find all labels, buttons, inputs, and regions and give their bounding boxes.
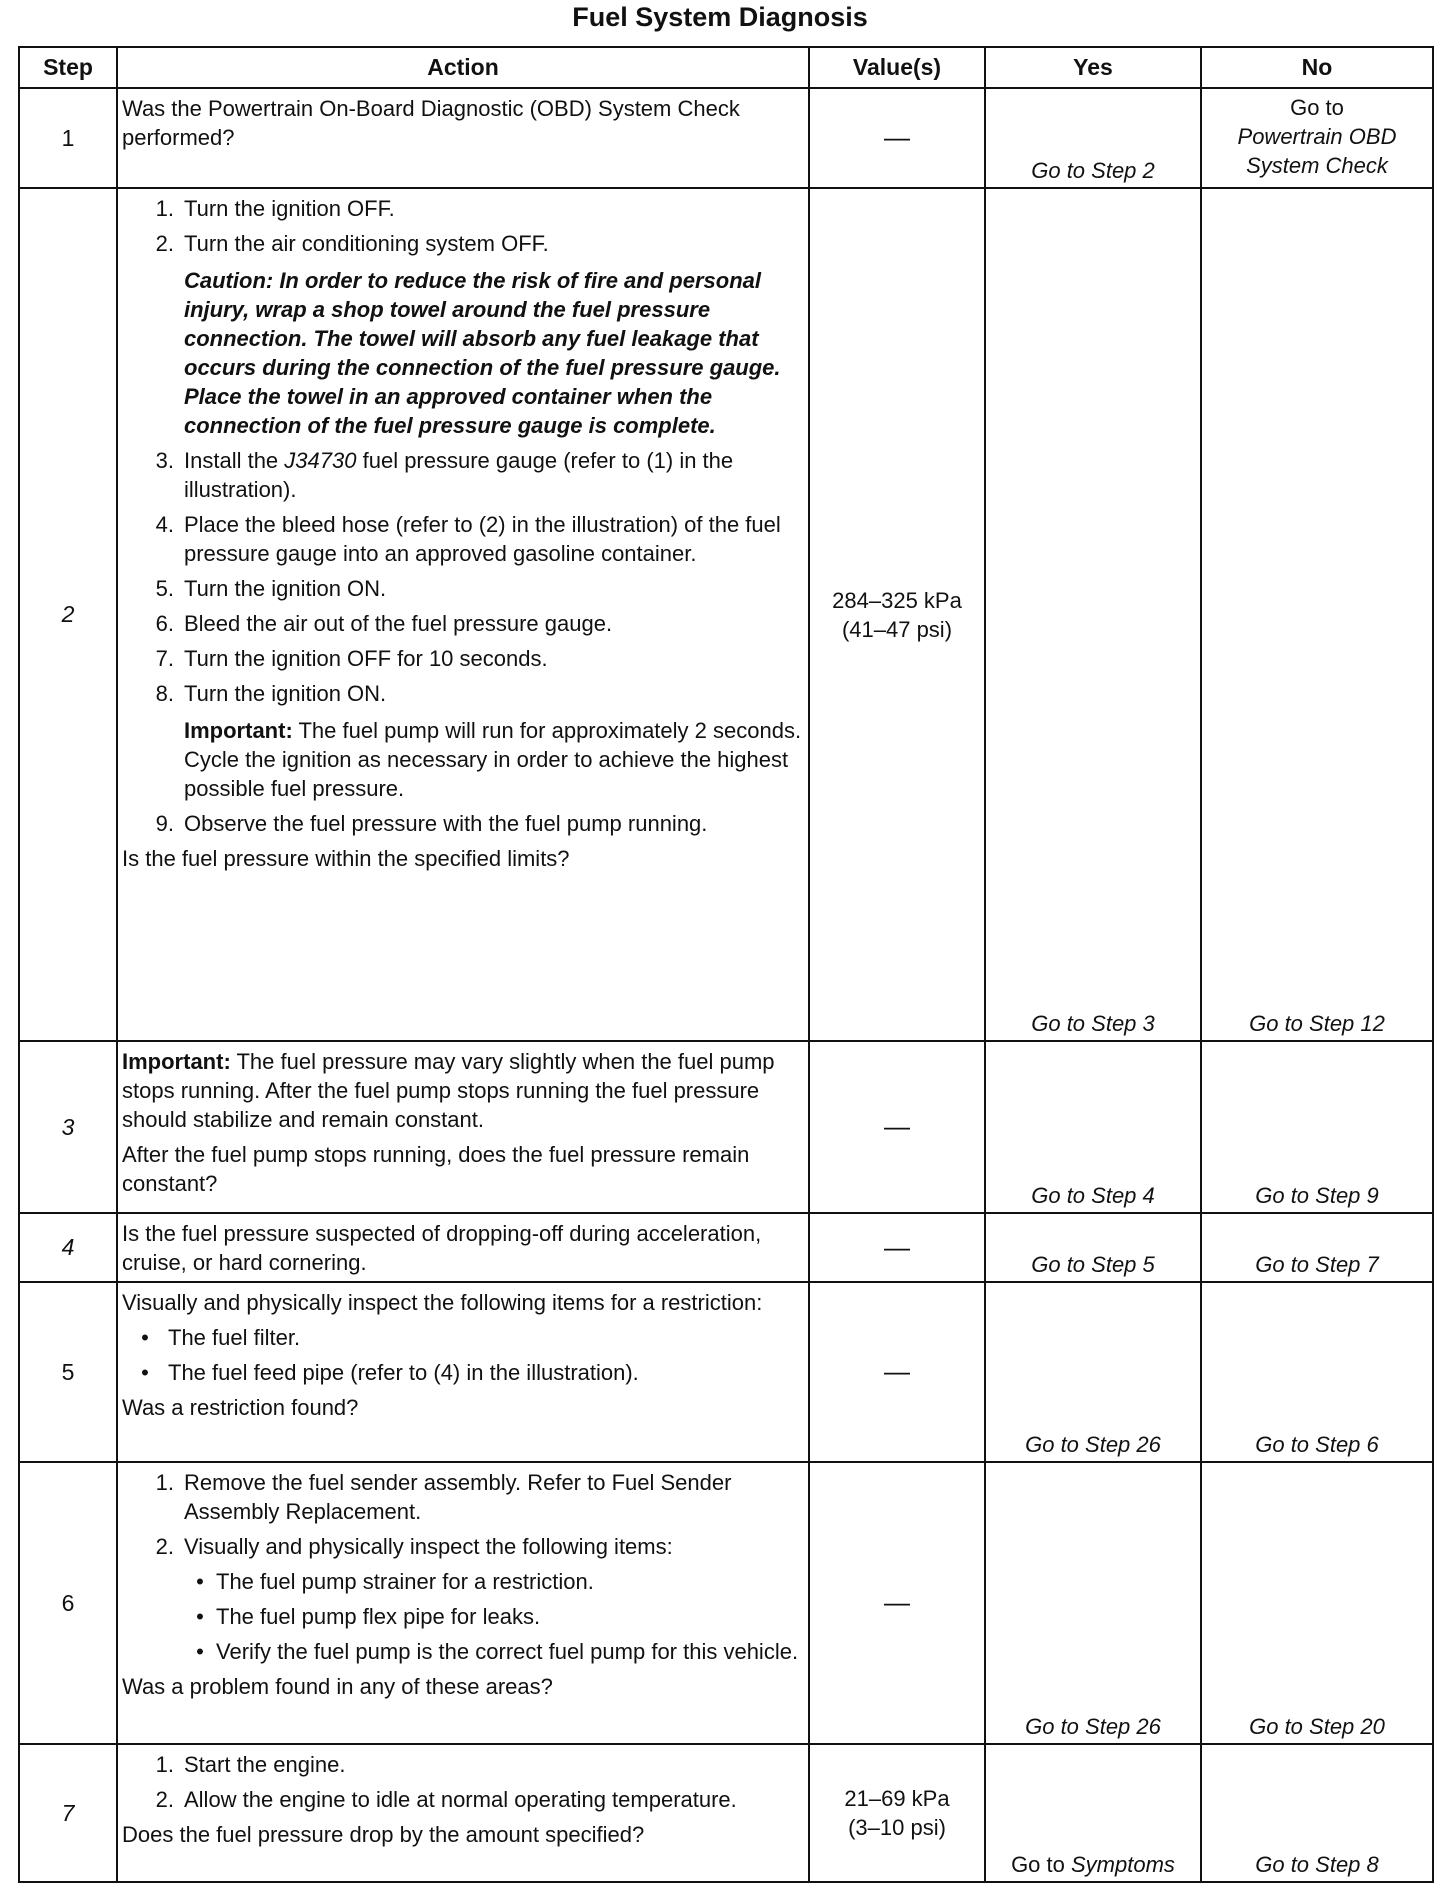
- item-text: Visually and physically inspect the following items:: [184, 1534, 673, 1559]
- action-question: Was the Powertrain On-Board Diagnostic (OBD) System Check performed?: [122, 96, 740, 150]
- value-dash: —: [884, 1231, 910, 1262]
- bullet-item: [122, 1358, 804, 1387]
- action-question: After the fuel pump stops running, does the fuel pressure remain constant?: [122, 1142, 750, 1196]
- tool-reference: J34730: [284, 448, 357, 473]
- bullet-item: [122, 1602, 804, 1631]
- yes-cell: [985, 1744, 1201, 1882]
- no-cell: [1201, 188, 1433, 1041]
- no-target: Go to Step 20: [1249, 1714, 1385, 1739]
- action-cell: [117, 1282, 809, 1462]
- yes-target: Go to Step 4: [1031, 1183, 1155, 1208]
- value-dash: —: [884, 1356, 910, 1386]
- step-number: 2: [19, 188, 117, 1041]
- yes-cell: [985, 1213, 1201, 1282]
- bullet-icon: •: [196, 1569, 204, 1594]
- bullet-icon: •: [141, 1360, 149, 1385]
- bullet-text: The fuel filter.: [168, 1325, 301, 1350]
- item-number: 3.: [155, 448, 174, 473]
- list-item: [122, 609, 804, 638]
- no-cell: [1201, 1213, 1433, 1282]
- important-label: Important:: [122, 1049, 231, 1074]
- no-cell: [1201, 88, 1433, 188]
- item-number: 1.: [155, 1752, 174, 1777]
- value-dash: —: [884, 122, 910, 152]
- important-note: [122, 1047, 804, 1134]
- value-dash: —: [884, 1111, 910, 1141]
- item-text: Remove the fuel sender assembly. Refer to Fuel Sender Assembly Replacement.: [184, 1470, 732, 1524]
- yes-target: Go to Step 26: [1025, 1432, 1161, 1457]
- action-cell: [117, 88, 809, 188]
- step-number: 6: [19, 1462, 117, 1744]
- value-imperial: (3–10 psi): [848, 1815, 946, 1840]
- table-row: [19, 188, 1433, 1041]
- yes-cell: [985, 1282, 1201, 1462]
- action-cell: [117, 188, 809, 1041]
- action-cell: [117, 1041, 809, 1213]
- list-item: [122, 1532, 804, 1561]
- step-number: 4: [19, 1213, 117, 1282]
- item-number: 1.: [155, 196, 174, 221]
- action-question: Does the fuel pressure drop by the amount specified?: [122, 1822, 645, 1847]
- yes-target: Go to Step 2: [1031, 158, 1155, 183]
- item-text: Place the bleed hose (refer to (2) in the illustration) of the fuel pressure gauge into an approved gasoline container.: [184, 512, 781, 566]
- no-cell: [1201, 1282, 1433, 1462]
- important-text: The fuel pump will run for approximately 2 seconds. Cycle the ignition as necessary in order to achieve the highest possible fuel pressure.: [184, 718, 802, 801]
- header-yes: Yes: [985, 47, 1201, 88]
- item-text: Turn the ignition ON.: [184, 681, 387, 706]
- table-row: [19, 88, 1433, 188]
- item-text: Start the engine.: [184, 1752, 346, 1777]
- no-target: Go to Step 9: [1255, 1183, 1379, 1208]
- item-number: 5.: [155, 576, 174, 601]
- header-values: Value(s): [809, 47, 985, 88]
- list-item: [122, 809, 804, 838]
- item-text-part: Install the: [184, 448, 279, 473]
- item-number: 2.: [155, 231, 174, 256]
- value-cell: [809, 88, 985, 188]
- value-cell: [809, 1041, 985, 1213]
- header-no: No: [1201, 47, 1433, 88]
- action-intro: Visually and physically inspect the following items for a restriction:: [122, 1290, 763, 1315]
- list-item: [122, 1785, 804, 1814]
- no-target: Powertrain OBD System Check: [1237, 124, 1397, 178]
- yes-target: Go to Step 5: [1031, 1252, 1155, 1277]
- step-number: 5: [19, 1282, 117, 1462]
- list-item: [122, 510, 804, 568]
- item-number: 2.: [155, 1787, 174, 1812]
- value-cell: [809, 1213, 985, 1282]
- yes-cell: [985, 188, 1201, 1041]
- value-cell: [809, 1744, 985, 1882]
- value-cell: [809, 1462, 985, 1744]
- bullet-icon: •: [196, 1604, 204, 1629]
- value-cell: [809, 1282, 985, 1462]
- action-question: Is the fuel pressure suspected of dropping-off during acceleration, cruise, or hard cornering.: [122, 1221, 762, 1275]
- no-target: Go to Step 7: [1255, 1252, 1379, 1277]
- value-metric: 21–69 kPa: [844, 1786, 950, 1811]
- important-text: The fuel pressure may vary slightly when the fuel pump stops running. After the fuel pump stops running the fuel pressure should stabilize and remain constant.: [122, 1049, 775, 1132]
- no-cell: [1201, 1744, 1433, 1882]
- table-row: [19, 1744, 1433, 1882]
- no-target-prefix: Go to: [1290, 95, 1344, 120]
- bullet-icon: •: [141, 1325, 149, 1350]
- action-question: Was a problem found in any of these areas?: [122, 1674, 553, 1699]
- table-row: [19, 1462, 1433, 1744]
- no-cell: [1201, 1462, 1433, 1744]
- header-action: Action: [117, 47, 809, 88]
- yes-target-prefix: Go to: [1011, 1852, 1065, 1877]
- item-text: Turn the ignition OFF.: [184, 196, 395, 221]
- bullet-item: [122, 1567, 804, 1596]
- item-number: 4.: [155, 512, 174, 537]
- list-item: [122, 1750, 804, 1779]
- action-cell: [117, 1462, 809, 1744]
- value-cell: [809, 188, 985, 1041]
- list-item: [122, 229, 804, 258]
- bullet-text: The fuel pump strainer for a restriction.: [216, 1569, 594, 1594]
- item-text: Allow the engine to idle at normal operating temperature.: [184, 1787, 737, 1812]
- table-row: [19, 1041, 1433, 1213]
- item-number: 7.: [155, 646, 174, 671]
- bullet-icon: •: [196, 1639, 204, 1664]
- value-dash: —: [884, 1587, 910, 1617]
- item-text: Turn the ignition OFF for 10 seconds.: [184, 646, 548, 671]
- header-step: Step: [19, 47, 117, 88]
- list-item: [122, 644, 804, 673]
- action-cell: [117, 1744, 809, 1882]
- item-text: Observe the fuel pressure with the fuel pump running.: [184, 811, 708, 836]
- important-note: [184, 716, 804, 803]
- table-header-row: [19, 47, 1433, 88]
- step-number: 3: [19, 1041, 117, 1213]
- bullet-text: The fuel pump flex pipe for leaks.: [216, 1604, 541, 1629]
- bullet-item: [122, 1323, 804, 1352]
- bullet-text: The fuel feed pipe (refer to (4) in the illustration).: [168, 1360, 639, 1385]
- no-target: Go to Step 6: [1255, 1432, 1379, 1457]
- step-number: 1: [19, 88, 117, 188]
- value-imperial: (41–47 psi): [841, 616, 953, 642]
- list-item: [122, 679, 804, 708]
- item-number: 2.: [155, 1534, 174, 1559]
- yes-cell: [985, 88, 1201, 188]
- list-item: [122, 194, 804, 223]
- value-metric: 284–325 kPa: [832, 587, 962, 613]
- no-target: Go to Step 12: [1249, 1011, 1385, 1036]
- important-label: Important:: [184, 718, 293, 743]
- item-number: 8.: [155, 681, 174, 706]
- item-text: Bleed the air out of the fuel pressure gauge.: [184, 611, 613, 636]
- yes-cell: [985, 1041, 1201, 1213]
- item-text: Turn the ignition ON.: [184, 576, 387, 601]
- no-cell: [1201, 1041, 1433, 1213]
- step-number: 7: [19, 1744, 117, 1882]
- table-row: [19, 1213, 1433, 1282]
- action-cell: [117, 1213, 809, 1282]
- item-number: 9.: [155, 811, 174, 836]
- page-title: Fuel System Diagnosis: [572, 2, 868, 32]
- yes-target: Go to Step 26: [1025, 1714, 1161, 1739]
- item-text-part: fuel pressure gauge (refer to (1) in the illustration).: [184, 448, 734, 502]
- yes-target: Symptoms: [1071, 1852, 1175, 1877]
- item-text: [184, 446, 804, 504]
- yes-target: Go to Step 3: [1031, 1011, 1155, 1036]
- item-text: Turn the air conditioning system OFF.: [184, 231, 549, 256]
- list-item: [122, 1468, 804, 1526]
- item-number: 1.: [155, 1470, 174, 1495]
- diagnosis-table: [18, 46, 1434, 1883]
- no-target: Go to Step 8: [1255, 1852, 1379, 1877]
- bullet-item: [122, 1637, 804, 1666]
- caution-note: Caution: In order to reduce the risk of fire and personal injury, wrap a shop towel around the fuel pressure connection. The towel will absorb any fuel leakage that occurs during the connection of the fuel pressure gauge. Place the towel in an approved container when the connection of the fuel pressure gauge is complete.: [184, 268, 781, 438]
- list-item: [122, 574, 804, 603]
- table-row: [19, 1282, 1433, 1462]
- bullet-text: Verify the fuel pump is the correct fuel pump for this vehicle.: [216, 1639, 799, 1664]
- list-item: [122, 446, 804, 504]
- action-question: Was a restriction found?: [122, 1395, 359, 1420]
- yes-cell: [985, 1462, 1201, 1744]
- item-number: 6.: [155, 611, 174, 636]
- action-question: Is the fuel pressure within the specified limits?: [122, 846, 570, 871]
